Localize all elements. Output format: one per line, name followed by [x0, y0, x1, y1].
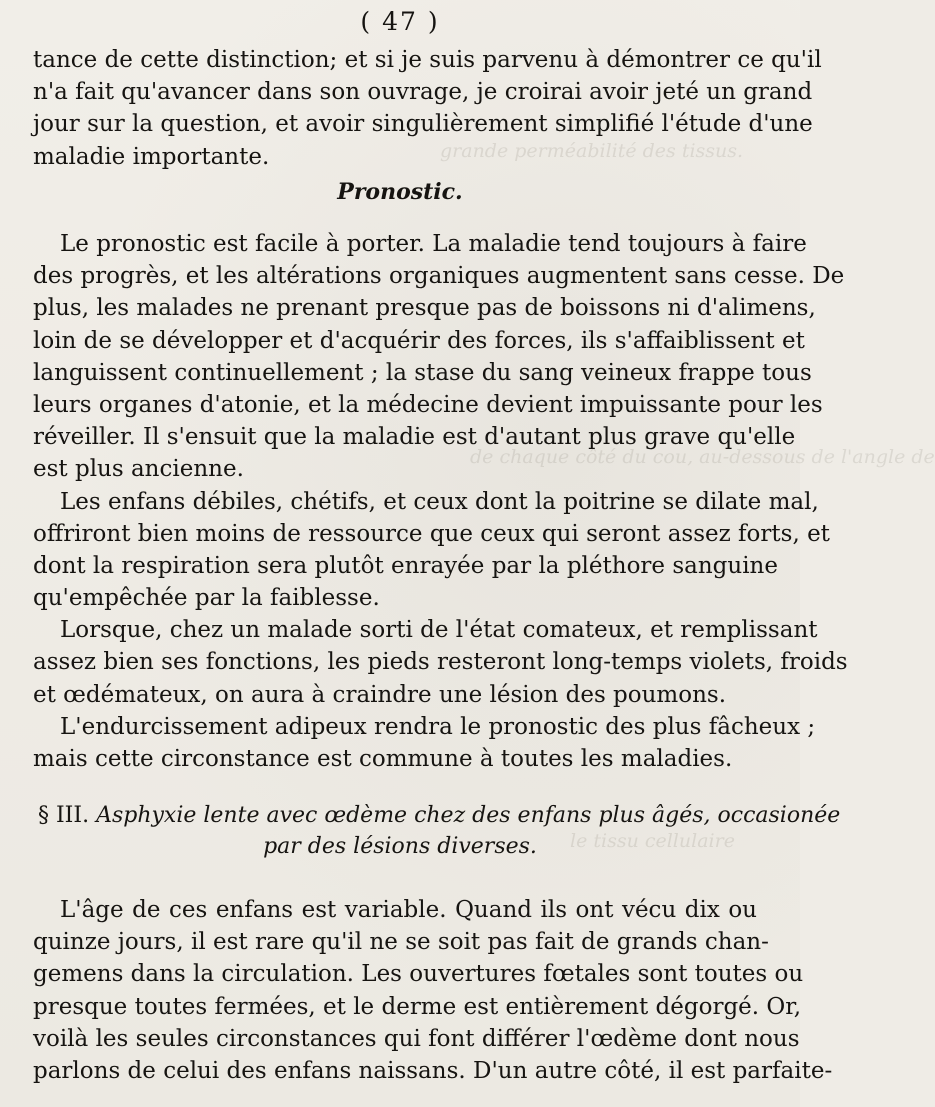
section-heading-pronostic: Pronostic. [337, 179, 463, 205]
text-line: presque toutes fermées, et le derme est entièrement dégorgé. Or, [33, 993, 802, 1020]
section-title-line [38, 800, 841, 831]
page-number: ( 47 ) [360, 7, 440, 36]
text-line: des progrès, et les altérations organiques augmentent sans cesse. De [33, 263, 845, 290]
text-line: gemens dans la circulation. Les ouvertures fœtales sont toutes ou [33, 961, 804, 988]
text-line: qu'empêchée par la faiblesse. [33, 585, 380, 612]
section-title-line-2: par des lésions diverses. [263, 834, 537, 859]
text-line: leurs organes d'atonie, et la médecine devient impuissante pour les [33, 391, 823, 418]
text-line: est plus ancienne. [33, 456, 244, 483]
text-line: maladie importante. [33, 143, 270, 170]
text-line: plus, les malades ne prenant presque pas de boissons ni d'alimens, [33, 295, 816, 322]
text-line: Le pronostic est facile à porter. La maladie tend toujours à faire [60, 231, 807, 257]
text-line: Les enfans débiles, chétifs, et ceux dont la poitrine se dilate mal, [60, 488, 819, 515]
text-line: réveiller. Il s'ensuit que la maladie est d'autant plus grave qu'elle [33, 424, 796, 451]
bleed-through-text: de chaque côté du cou, au-dessous de l'angle de [470, 446, 935, 468]
text-line: voilà les seules circonstances qui font différer l'œdème dont nous [33, 1025, 800, 1052]
text-line: offriront bien moins de ressource que ceux qui seront assez forts, et [33, 520, 830, 547]
text-line: loin de se développer et d'acquérir des forces, ils s'affaiblissent et [33, 327, 805, 354]
paragraph-pronostic [33, 228, 848, 775]
text-line: L'âge de ces enfans est variable. Quand ils ont vécu dix ou [60, 897, 757, 923]
text-line: et œdémateux, on aura à craindre une lésion des poumons. [33, 681, 727, 708]
section-title-text: Asphyxie lente avec œdème chez des enfans plus âgés, occasionée [96, 803, 841, 828]
text-line: Lorsque, chez un malade sorti de l'état comateux, et remplissant [60, 617, 818, 644]
section-number: § III. [38, 803, 90, 828]
text-line: dont la respiration sera plutôt enrayée par la pléthore sanguine [33, 552, 778, 579]
text-line: tance de cette distinction; et si je suis parvenu à démontrer ce qu'il [33, 47, 822, 73]
text-line: quinze jours, il est rare qu'il ne se soit pas fait de grands chan- [33, 929, 769, 956]
text-line: L'endurcissement adipeux rendra le pronostic des plus fâcheux ; [60, 713, 816, 740]
paragraph-intro [33, 44, 822, 173]
section-title-iii [38, 800, 841, 862]
text-line: mais cette circonstance est commune à toutes les maladies. [33, 746, 733, 772]
paragraph-age [33, 894, 833, 1087]
text-line: languissent continuellement ; la stase du sang veineux frappe tous [33, 359, 812, 386]
text-line: jour sur la question, et avoir singulièrement simplifié l'étude d'une [33, 111, 813, 138]
text-line: parlons de celui des enfans naissans. D'un autre côté, il est parfaite- [33, 1057, 833, 1084]
bleed-through-text: grande perméabilité des tissus. [440, 140, 744, 162]
text-line: n'a fait qu'avancer dans son ouvrage, je croirai avoir jeté un grand [33, 79, 813, 106]
bleed-through-text: le tissu cellulaire [570, 830, 735, 852]
text-line: assez bien ses fonctions, les pieds resteront long-temps violets, froids [33, 649, 848, 676]
